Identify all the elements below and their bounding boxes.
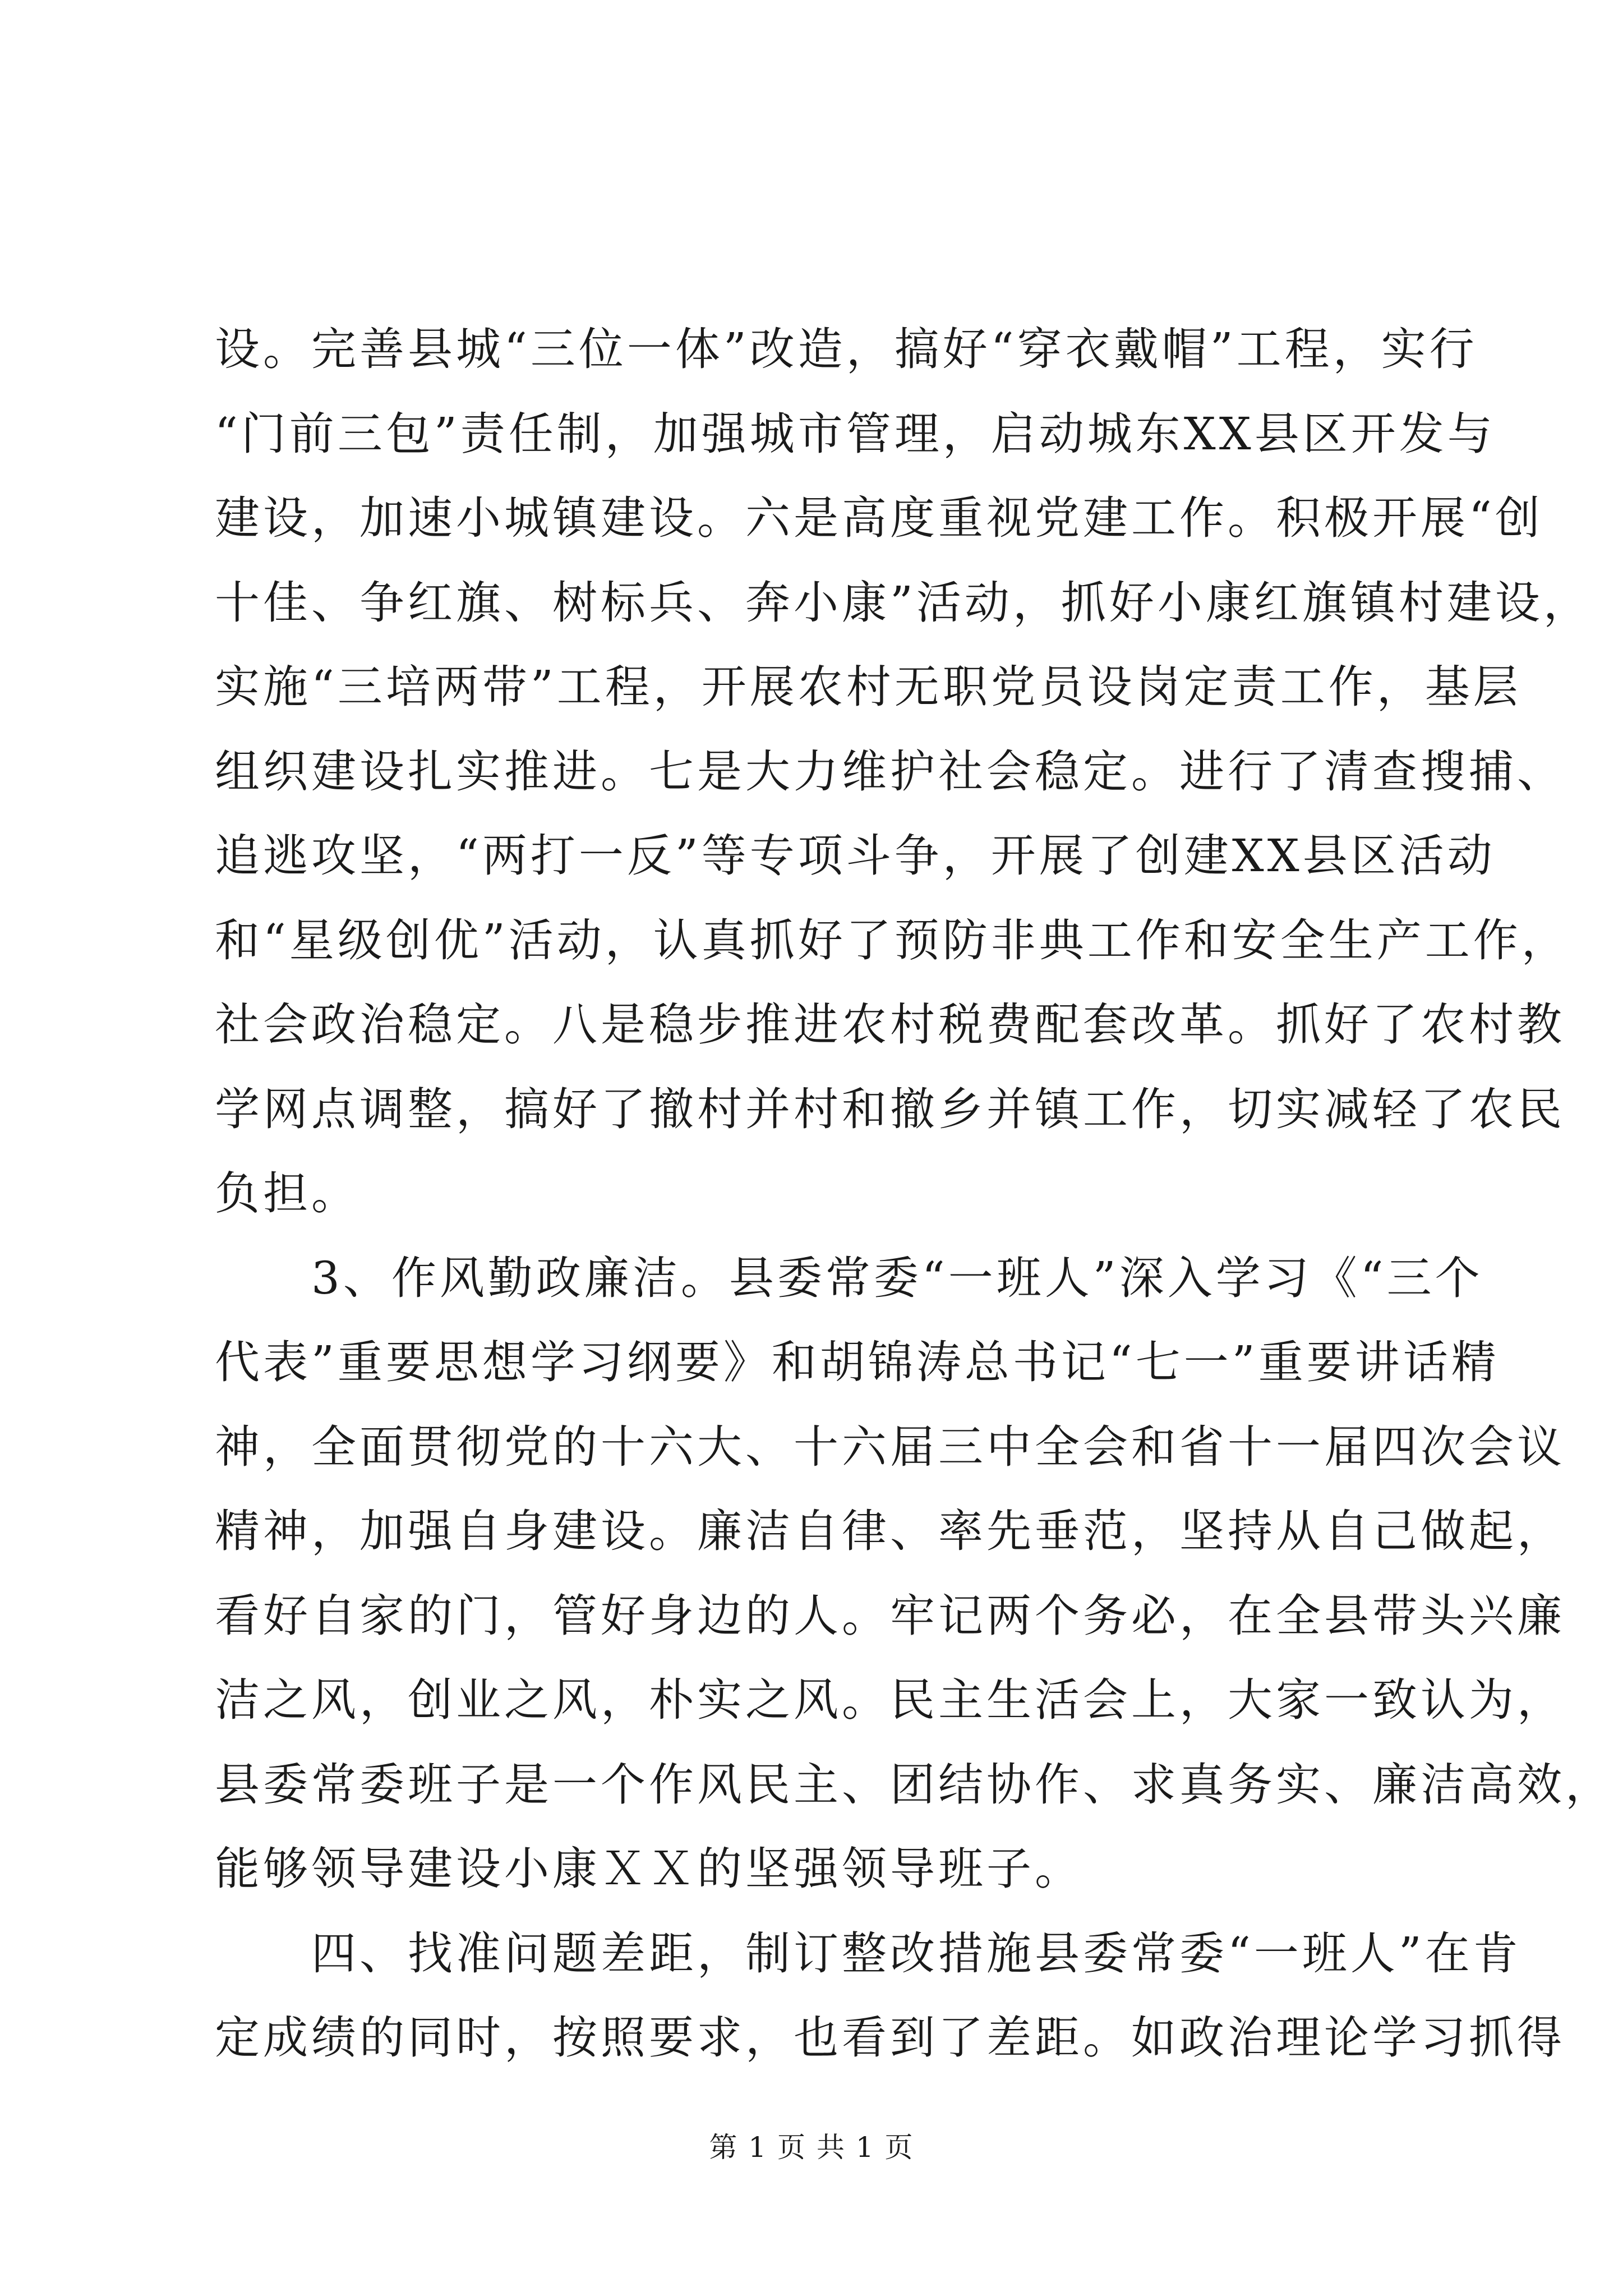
page-number-footer: 第 1 页 共 1 页 (709, 2131, 914, 2164)
text-line: 定成绩的同时，按照要求，也看到了差距。如政治理论学习抓得 (215, 2012, 1565, 2064)
text-line: 学网点调整，搞好了撤村并村和撤乡并镇工作，切实减轻了农民 (215, 1083, 1565, 1135)
text-line: 3、作风勤政廉洁。县委常委“一班人”深入学习《“三个 (215, 1251, 1483, 1304)
text-line: 代表”重要思想学习纲要》和胡锦涛总书记“七一”重要讲话精 (215, 1336, 1500, 1388)
text-line: 看好自家的门，管好身边的人。牢记两个务必，在全县带头兴廉 (215, 1589, 1565, 1642)
text-line: 追逃攻坚，“两打一反”等专项斗争，开展了创建XX县区活动 (215, 830, 1496, 882)
text-line: 能够领导建设小康ＸＸ的坚强领导班子。 (215, 1843, 1083, 1895)
text-line: 组织建设扎实推进。七是大力维护社会稳定。进行了清查搜捕、 (215, 745, 1565, 798)
text-line: 洁之风，创业之风，朴实之风。民主生活会上，大家一致认为， (215, 1674, 1565, 1726)
text-line: 设。完善县城“三位一体”改造，搞好“穿衣戴帽”工程，实行 (215, 323, 1478, 375)
text-line: 实施“三培两带”工程，开展农村无职党员设岗定责工作，基层 (215, 661, 1521, 713)
text-line: 十佳、争红旗、树标兵、奔小康”活动，抓好小康红旗镇村建设， (215, 576, 1592, 629)
text-line: 社会政治稳定。八是稳步推进农村税费配套改革。抓好了农村教 (215, 999, 1565, 1051)
text-line: 建设，加速小城镇建设。六是高度重视党建工作。积极开展“创 (215, 492, 1543, 544)
text-line: 四、找准问题差距，制订整改措施县委常委“一班人”在肯 (215, 1927, 1521, 1980)
text-line: 神，全面贯彻党的十六大、十六届三中全会和省十一届四次会议 (215, 1420, 1565, 1473)
body-text (215, 307, 1613, 2081)
text-line: 和“星级创优”活动，认真抓好了预防非典工作和安全生产工作， (215, 914, 1570, 967)
text-line: 负担。 (215, 1167, 359, 1220)
text-line: 县委常委班子是一个作风民主、团结协作、求真务实、廉洁高效， (215, 1758, 1613, 1811)
text-line: “门前三包”责任制，加强城市管理，启动城东XX县区开发与 (215, 407, 1496, 460)
text-line: 精神，加强自身建设。廉洁自律、率先垂范，坚持从自己做起， (215, 1505, 1565, 1557)
